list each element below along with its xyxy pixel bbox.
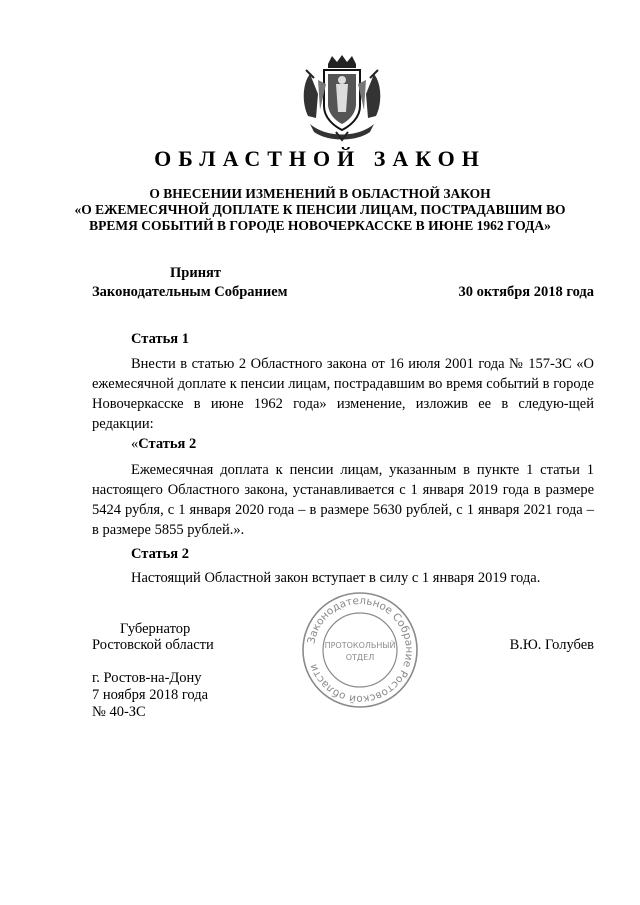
subtitle-line: О ВНЕСЕНИИ ИЗМЕНЕНИЙ В ОБЛАСТНОЙ ЗАКОН [149,186,491,201]
accepted-by: Законодательным Собранием [92,284,288,300]
article-2-text: Настоящий Областной закон вступает в силу с 1 января 2019 года. [131,570,541,586]
accepted-date: 30 октября 2018 года [458,284,594,300]
law-title: ОБЛАСТНОЙ ЗАКОН [154,146,486,171]
quoted-article-title: Статья 2 [138,436,197,452]
stamp-center-line-2: ОТДЕЛ [345,653,375,662]
stamp-ring-text: Законодательное Собрание Ростовской области [305,594,416,706]
subtitle-line: «О ЕЖЕМЕСЯЧНОЙ ДОПЛАТЕ К ПЕНСИИ ЛИЦАМ, ПОСТРАДАВШИМ ВО [74,202,566,217]
stamp-inner-ring [323,613,397,687]
coat-of-arms-icon [296,54,388,144]
quoted-article-heading [131,436,196,453]
signer-region: Ростовской области [92,637,214,653]
article-1-heading: Статья 1 [131,331,189,347]
signer-name: В.Ю. Голубев [509,637,594,653]
signing-place [92,670,208,721]
signer-title: Губернатор [120,621,191,637]
signing-city: г. Ростов-на-Дону [92,670,202,686]
stamp-outer-ring [303,593,417,707]
law-number: № 40-ЗС [92,704,146,720]
quoted-article-text: Ежемесячная доплата к пенсии лицам, указанным в пункте 1 статьи 1 настоящего Областного закона, устанавливается с 1 января 2019 года в размере 5424 рубля, с 1 января 2020 года – в размере 5630 рублей, с 1 января 2021 года – в размере 5855 рублей.». [92,462,594,538]
quote-mark: « [131,436,139,452]
article-1-text: Внести в статью 2 Областного закона от 16 июля 2001 года № 157-ЗС «О ежемесячной доплате к пенсии лицам, пострадавшим во время событий в городе Новочеркасске в июне 1962 года» изменение, изложив ее в следую-щей редакции: [92,356,594,432]
article-2-heading: Статья 2 [131,546,189,562]
stamp-center-line-1: ПРОТОКОЛЬНЫЙ [324,641,396,650]
accepted-label: Принят [170,265,222,281]
subtitle-line: ВРЕМЯ СОБЫТИЙ В ГОРОДЕ НОВОЧЕРКАССКЕ В ИЮНЕ 1962 ГОДА» [89,218,551,233]
law-subtitle [60,186,580,234]
signing-date: 7 ноября 2018 года [92,687,209,703]
official-stamp-icon [300,590,420,710]
